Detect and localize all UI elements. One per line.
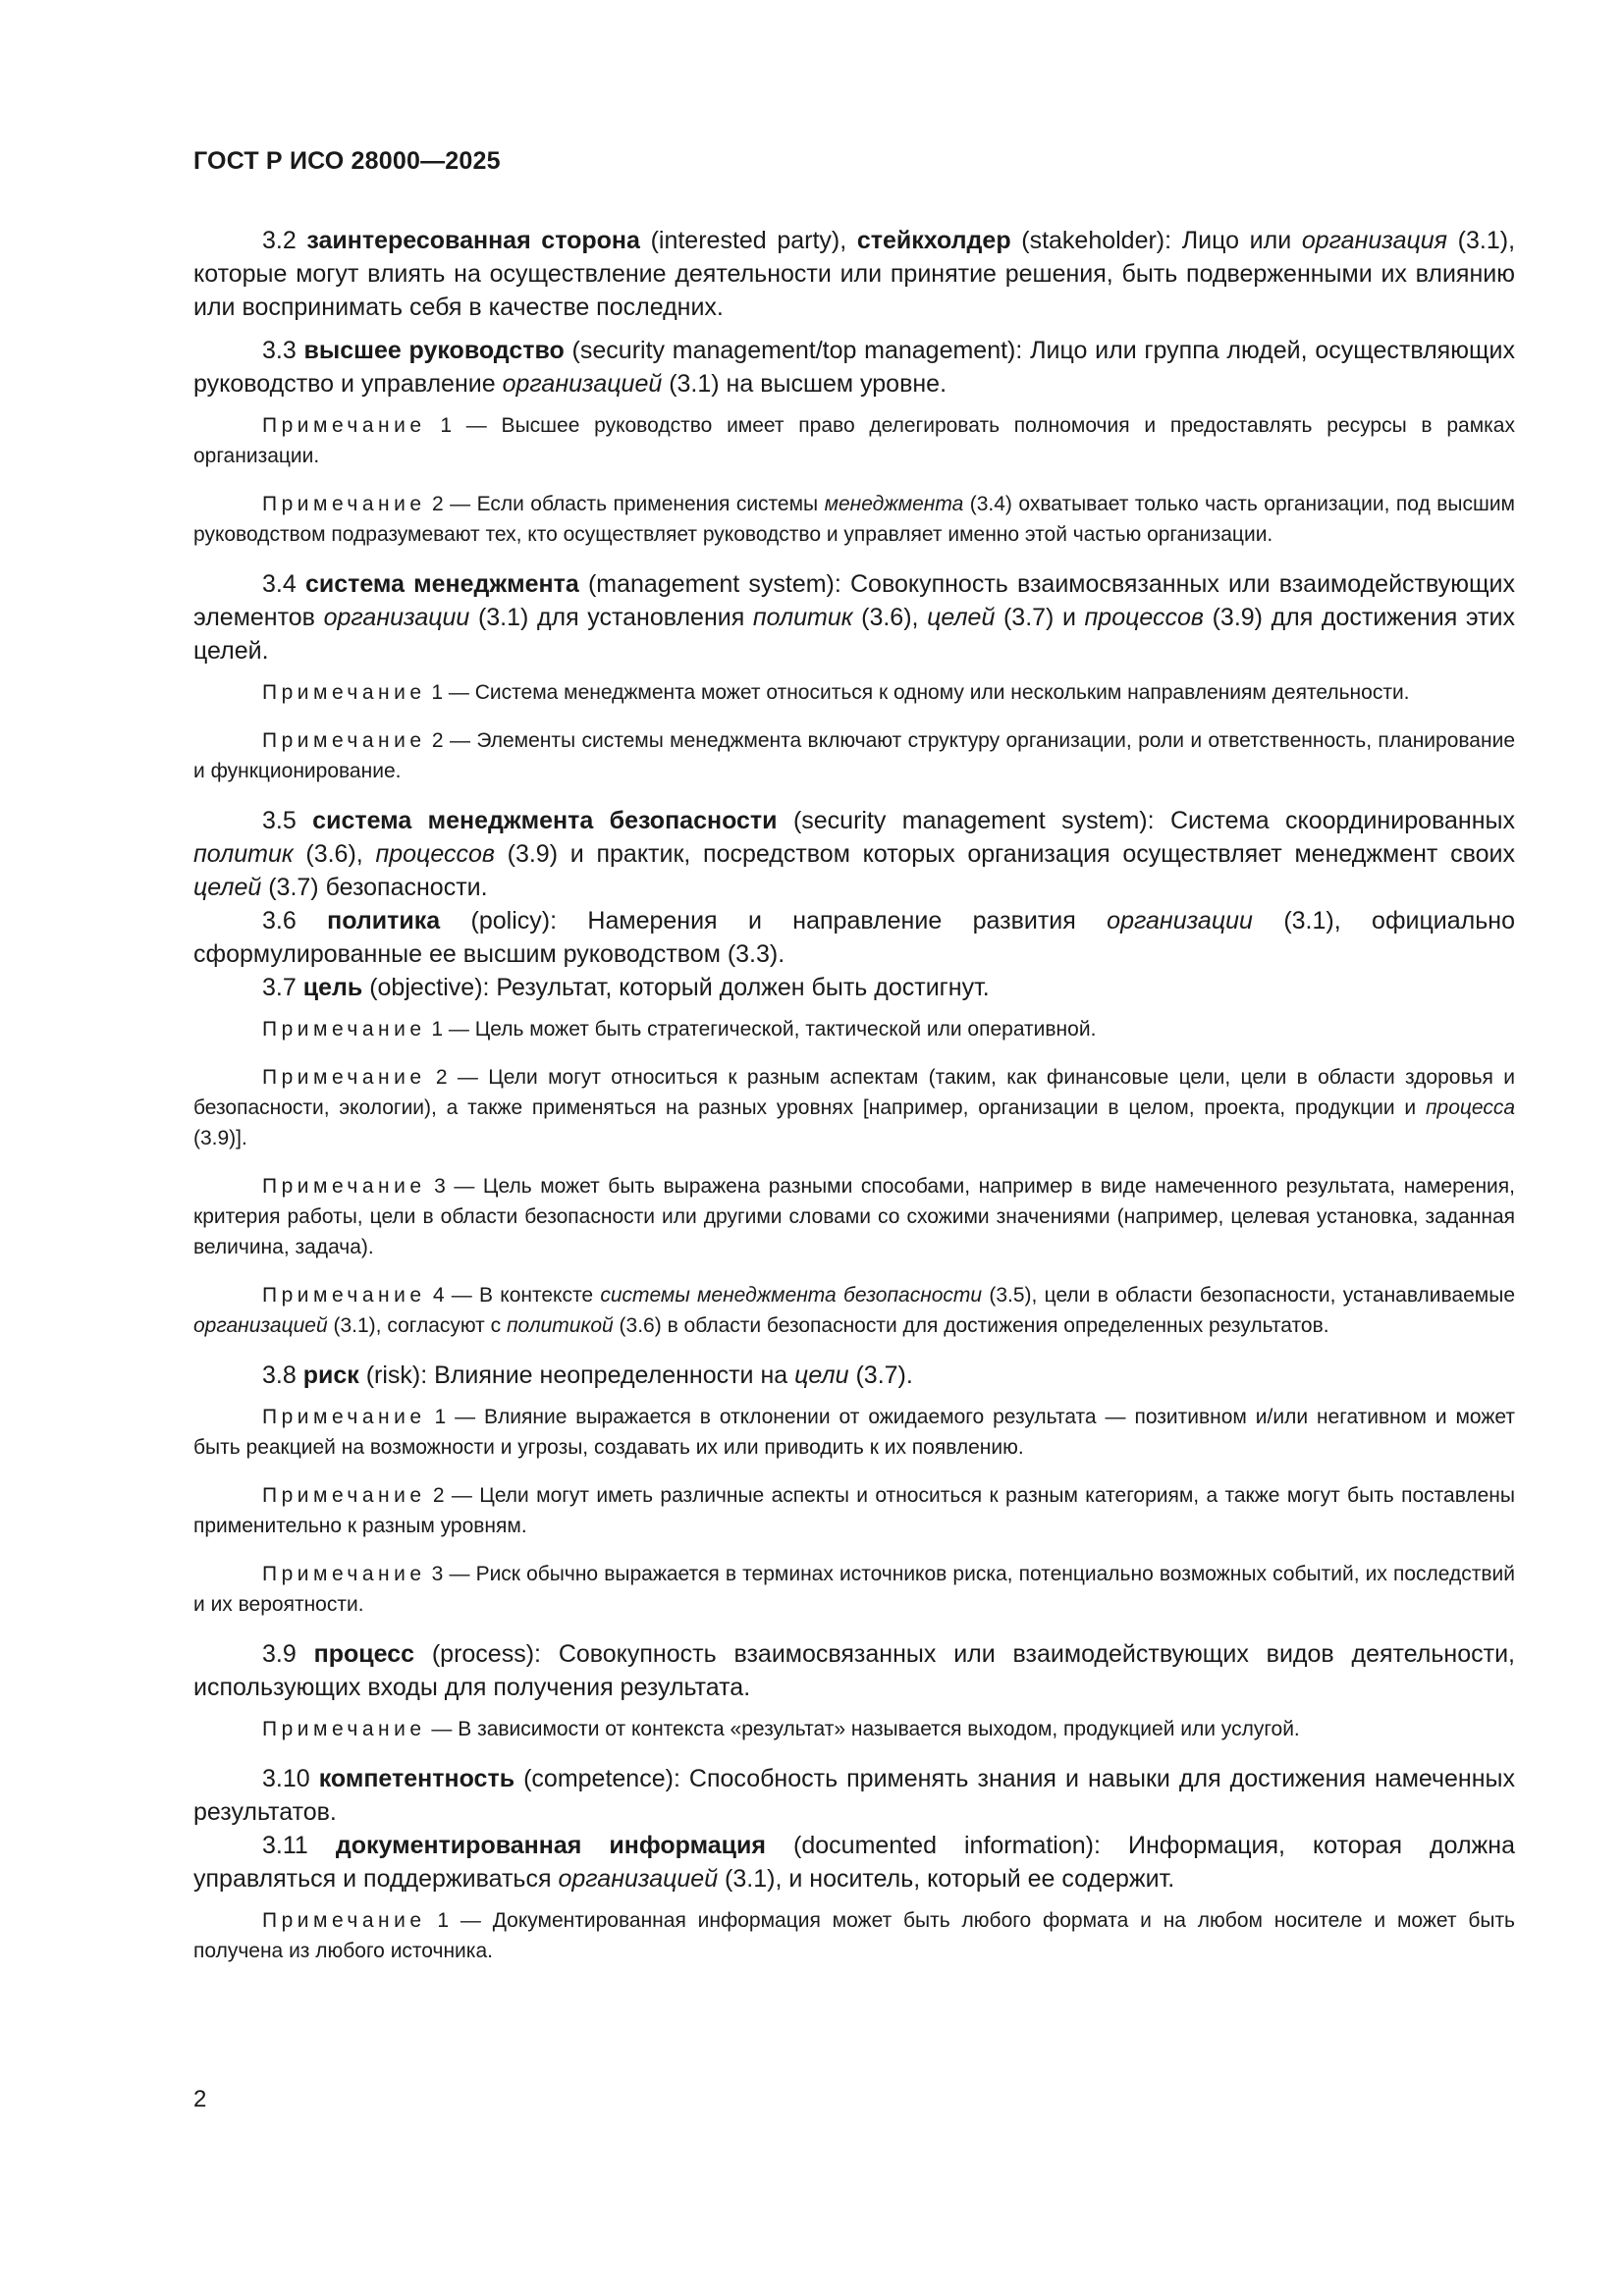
note-label: Примечание	[262, 414, 426, 437]
note-3-7-4: Примечание 4 — В контексте системы менеджмента безопасности (3.5), цели в области безопасности, устанавливаемые организацией (3.1), согласуют с политикой (3.6) в области безопасности для достижения определенных результатов.	[193, 1284, 1515, 1337]
term-3-5: 3.5 система менеджмента безопасности (security management system): Система скоординированных политик (3.6), процессов (3.9) и практик, посредством которых организация осуществляет менеджмент своих целей (3.7) безопасности.	[193, 807, 1515, 901]
term-number: 3.2	[262, 227, 297, 254]
note-3-7-2: Примечание 2 — Цели могут относиться к разным аспектам (таким, как финансовые цели, цели в области здоровья и безопасности, экологии), а также применяться на разных уровнях [например, организации в целом, проекта, продукции и процесса (3.9)].	[193, 1066, 1515, 1149]
note-3-8-2: Примечание 2 — Цели могут иметь различные аспекты и относиться к разным категориям, а также могут быть поставлены применительно к разным уровням.	[193, 1484, 1515, 1537]
term-number: 3.4	[262, 570, 297, 598]
note-label: Примечание	[262, 1563, 426, 1585]
term-number: 3.3	[262, 337, 297, 364]
term-reference: организации	[323, 604, 470, 631]
term-number: 3.11	[262, 1832, 308, 1859]
term-reference: целей	[193, 874, 262, 901]
note-3-4-2: Примечание 2 — Элементы системы менеджмента включают структуру организации, роли и ответственность, планирование и функционирование.	[193, 729, 1515, 782]
note-3-9: Примечание — В зависимости от контекста «результат» называется выходом, продукцией или услугой.	[262, 1718, 1300, 1740]
term-name: заинтересованная сторона	[306, 227, 640, 254]
note-3-8-1: Примечание 1 — Влияние выражается в отклонении от ожидаемого результата — позитивном и/или негативном и может быть реакцией на возможности и угрозы, создавать их или приводить к их появлению.	[193, 1406, 1515, 1459]
term-3-7: 3.7 цель (objective): Результат, который должен быть достигнут.	[262, 974, 990, 1001]
note-label: Примечание	[262, 1066, 426, 1089]
note-3-3-1: Примечание 1 — Высшее руководство имеет право делегировать полномочия и предоставлять ресурсы в рамках организации.	[193, 414, 1515, 467]
page-header-standard-id: ГОСТ Р ИСО 28000—2025	[193, 147, 501, 175]
note-label: Примечание	[262, 1718, 426, 1740]
note-3-8-3: Примечание 3 — Риск обычно выражается в терминах источников риска, потенциально возможных событий, их последствий и их вероятности.	[193, 1563, 1515, 1616]
note-label: Примечание	[262, 1909, 426, 1932]
note-label: Примечание	[262, 493, 426, 515]
term-reference: организация	[1301, 227, 1448, 254]
note-label: Примечание	[262, 681, 426, 704]
term-name: система менеджмента	[304, 570, 579, 598]
note-3-3-2: Примечание 2 — Если область применения системы менеджмента (3.4) охватывает только часть организации, под высшим руководством подразумевают тех, кто осуществляет руководство и управляет именно этой частью организации.	[193, 493, 1515, 546]
term-number: 3.9	[262, 1640, 297, 1668]
term-reference: менеджмента	[824, 493, 964, 515]
note-3-7-1: Примечание 1 — Цель может быть стратегической, тактической или оперативной.	[262, 1018, 1097, 1041]
term-name: стейкхолдер	[856, 227, 1011, 254]
term-name: высшее руководство	[303, 337, 565, 364]
note-3-4-1: Примечание 1 — Система менеджмента может относиться к одному или нескольким направлениям деятельности.	[262, 681, 1410, 704]
term-name: цель	[302, 974, 363, 1001]
term-reference: организацией	[502, 370, 663, 398]
term-number: 3.6	[262, 907, 297, 934]
term-number: 3.10	[262, 1765, 310, 1792]
note-label: Примечание	[262, 1406, 426, 1428]
term-3-9: 3.9 процесс (process): Совокупность взаимосвязанных или взаимодействующих видов деятельности, использующих входы для получения результата.	[193, 1640, 1515, 1701]
note-label: Примечание	[262, 729, 426, 752]
term-reference: политик	[193, 840, 294, 868]
term-name: система менеджмента безопасности	[312, 807, 778, 834]
term-3-3: 3.3 высшее руководство (security management/top management): Лицо или группа людей, осуществляющих руководство и управление организацией (3.1) на высшем уровне.	[193, 337, 1515, 398]
document-body	[193, 224, 1515, 1984]
term-name: риск	[302, 1362, 359, 1389]
term-name: документированная информация	[335, 1832, 767, 1859]
term-reference: процессов	[1084, 604, 1204, 631]
term-reference: целей	[927, 604, 996, 631]
note-3-7-3: Примечание 3 — Цель может быть выражена разными способами, например в виде намеченного результата, намерения, критерия работы, цели в области безопасности или другими словами со схожими значениями (например, целевая установка, заданная величина, задача).	[193, 1175, 1515, 1258]
term-3-11: 3.11 документированная информация (documented information): Информация, которая должна управляться и поддерживаться организацией (3.1), и носитель, который ее содержит.	[193, 1832, 1515, 1893]
term-reference: организацией	[193, 1314, 328, 1337]
term-name: политика	[327, 907, 441, 934]
note-label: Примечание	[262, 1484, 426, 1507]
term-reference: процесса	[1425, 1096, 1515, 1119]
term-3-10: 3.10 компетентность (competence): Способность применять знания и навыки для достижения намеченных результатов.	[193, 1765, 1515, 1826]
term-reference: политикой	[506, 1314, 614, 1337]
term-number: 3.8	[262, 1362, 297, 1389]
term-reference: цели	[794, 1362, 849, 1389]
term-3-6: 3.6 политика (policy): Намерения и направление развития организации (3.1), официально сформулированные ее высшим руководством (3.3).	[193, 907, 1515, 968]
note-label: Примечание	[262, 1284, 426, 1307]
term-number: 3.7	[262, 974, 297, 1001]
term-reference: организацией	[558, 1865, 719, 1893]
term-reference: политик	[752, 604, 853, 631]
term-reference: системы менеджмента безопасности	[600, 1284, 983, 1307]
term-name: процесс	[313, 1640, 415, 1668]
term-number: 3.5	[262, 807, 297, 834]
note-label: Примечание	[262, 1018, 426, 1041]
term-reference: процессов	[375, 840, 495, 868]
term-3-4: 3.4 система менеджмента (management system): Совокупность взаимосвязанных или взаимодействующих элементов организации (3.1) для установления политик (3.6), целей (3.7) и процессов (3.9) для достижения этих целей.	[193, 570, 1515, 665]
page-number: 2	[193, 2086, 207, 2112]
term-3-8: 3.8 риск (risk): Влияние неопределенности на цели (3.7).	[262, 1362, 913, 1389]
term-name: компетентность	[318, 1765, 515, 1792]
term-3-2: 3.2 заинтересованная сторона (interested party), стейкхолдер (stakeholder): Лицо или организация (3.1), которые могут влиять на осуществление деятельности или принятие решения, быть подверженными их влиянию или воспринимать себя в качестве последних.	[193, 227, 1516, 321]
term-reference: организации	[1107, 907, 1253, 934]
note-label: Примечание	[262, 1175, 426, 1198]
note-3-11-1: Примечание 1 — Документированная информация может быть любого формата и на любом носителе и может быть получена из любого источника.	[193, 1909, 1515, 1962]
